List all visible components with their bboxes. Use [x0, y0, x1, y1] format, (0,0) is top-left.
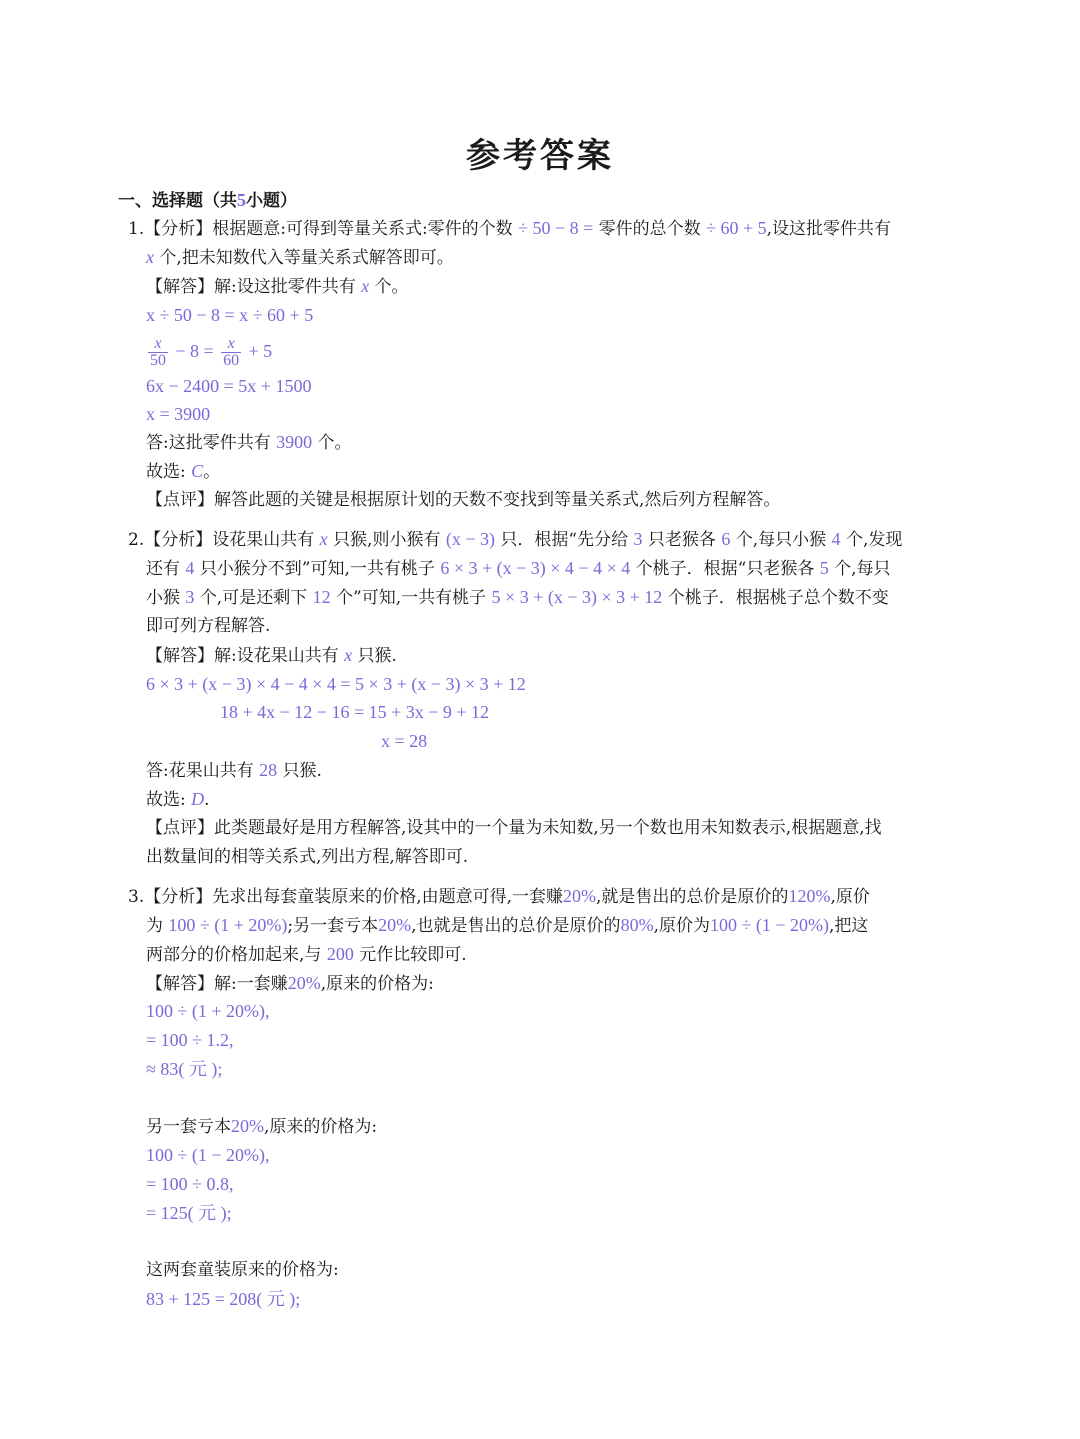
- q1-choice: 故选: C。: [146, 461, 221, 482]
- q1-equation: x = 3900: [146, 404, 211, 424]
- q2-comment: 【点评】此类题最好是用方程解答,设其中的一个量为未知数,另一个数也用未知数表示,根据题意,找: [146, 818, 882, 838]
- q2-answer: 答:花果山共有 28 只猴.: [146, 760, 322, 781]
- q3-equation: 83 + 125 = 208( 元 );: [146, 1289, 301, 1309]
- q2-analysis-line: 小猴 3 个,可是还剩下 12 个”可知,一共有桃子 5 × 3 + (x − 3) × 3 + 12 个桃子．根据桃子总个数不变: [146, 587, 889, 608]
- q3-solution-line: 【解答】解:一套赚20%,原来的价格为:: [146, 973, 434, 994]
- q3-equation: = 100 ÷ 0.8,: [146, 1174, 234, 1194]
- q1-equation: x ÷ 50 − 8 = x ÷ 60 + 5: [146, 305, 314, 325]
- q2-equation: 6 × 3 + (x − 3) × 4 − 4 × 4 = 5 × 3 + (x − 3) × 3 + 12: [146, 674, 526, 694]
- q1-comment: 【点评】解答此题的关键是根据原计划的天数不变找到等量关系式,然后列方程解答。: [146, 490, 781, 510]
- q2-analysis-line: 2.【分析】设花果山共有 x 只猴,则小猴有 (x − 3) 只．根据“先分给 3 只老猴各 6 个,每只小猴 4 个,发现: [128, 529, 903, 550]
- q3-equation: = 125( 元 );: [146, 1203, 232, 1223]
- q1-analysis-line: 1.【分析】根据题意:可得到等量关系式:零件的个数 ÷ 50 − 8 = 零件的总个数 ÷ 60 + 5,设这批零件共有: [128, 218, 892, 239]
- q1-analysis-line: x 个,把未知数代入等量关系式解答即可。: [146, 247, 454, 268]
- q3-equation: = 100 ÷ 1.2,: [146, 1030, 234, 1050]
- q2-solution-line: 【解答】解:设花果山共有 x 只猴.: [146, 645, 397, 666]
- q2-choice: 故选: D.: [146, 789, 210, 810]
- section-heading: 一、选择题（共5小题）: [118, 190, 297, 211]
- q3-equation: 100 ÷ (1 − 20%),: [146, 1145, 270, 1165]
- q3-analysis-line: 为 100 ÷ (1 + 20%);另一套亏本20%,也就是售出的总价是原价的80%,原价为100 ÷ (1 − 20%),把这: [146, 915, 869, 936]
- q3-analysis-line: 两部分的价格加起来,与 200 元作比较即可.: [146, 944, 467, 965]
- q3-solution-line: 另一套亏本20%,原来的价格为:: [146, 1116, 378, 1137]
- q2-equation: x = 28: [381, 731, 428, 751]
- q2-analysis-line: 还有 4 只小猴分不到”可知,一共有桃子 6 × 3 + (x − 3) × 4 − 4 × 4 个桃子．根据“只老猴各 5 个,每只: [146, 558, 891, 579]
- q2-equation: 18 + 4x − 12 − 16 = 15 + 3x − 9 + 12: [220, 702, 490, 722]
- q2-analysis-line: 即可列方程解答.: [146, 616, 271, 636]
- q1-fraction-equation: $\frac{x}{50}$ − 8 = $\frac{x}{60}$ + 5: [150, 335, 273, 369]
- q1-answer: 答:这批零件共有 3900 个。: [146, 432, 352, 453]
- q3-analysis-line: 3.【分析】先求出每套童装原来的价格,由题意可得,一套赚20%,就是售出的总价是原价的120%,原价: [128, 886, 870, 907]
- section-count: 5: [237, 190, 246, 210]
- q1-equation: 6x − 2400 = 5x + 1500: [146, 376, 312, 396]
- q3-solution-line: 这两套童装原来的价格为:: [146, 1260, 339, 1280]
- q1-solution-line: 【解答】解:设这批零件共有 x 个。: [146, 276, 409, 297]
- q2-comment: 出数量间的相等关系式,列出方程,解答即可.: [146, 847, 469, 867]
- q3-equation: ≈ 83( 元 );: [146, 1059, 223, 1079]
- q3-equation: 100 ÷ (1 + 20%),: [146, 1001, 270, 1021]
- page-title: 参考答案: [466, 136, 614, 176]
